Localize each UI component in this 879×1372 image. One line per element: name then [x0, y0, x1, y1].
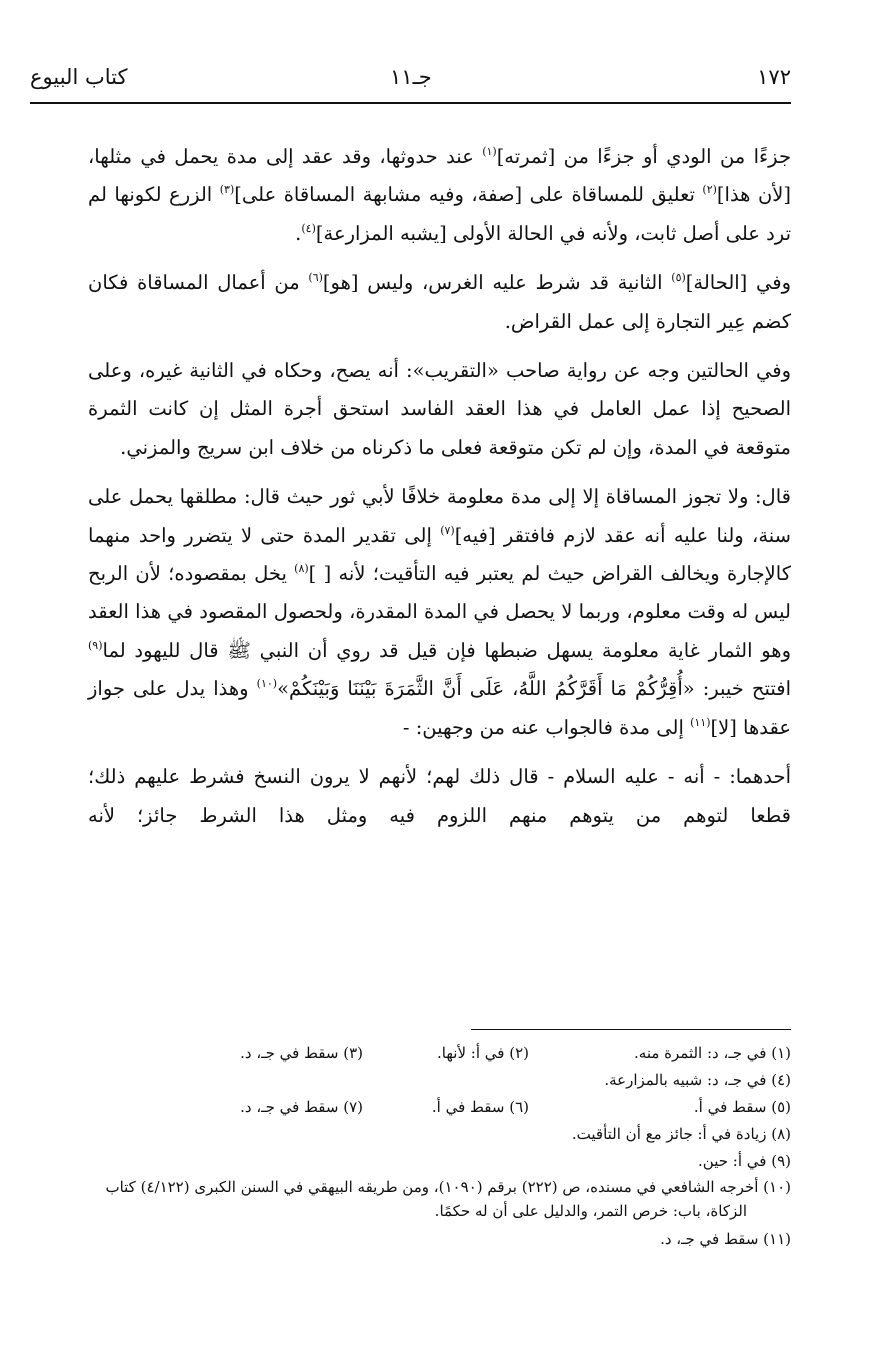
footnote-3: (٣) سقط في جـ، د.	[240, 1044, 363, 1062]
footnote-row	[88, 1148, 791, 1175]
footnote-7: (٧) سقط في جـ، د.	[240, 1098, 363, 1116]
footnote-ref: (٦)	[308, 270, 323, 284]
footnote-rule	[471, 1029, 791, 1030]
footnote-ref: (٥)	[671, 270, 686, 284]
footnote-6: (٦) سقط في أ.	[431, 1098, 529, 1116]
text-run: وفي [الحالة]	[685, 271, 791, 295]
text-run: الزرع لكونها لم ترد على أصل ثابت، ولأنه في الحالة الأولى [يشبه المزارعة]	[88, 183, 791, 245]
text-run: يخل بمقصوده؛ لأن الربح ليس له وقت معلوم، وربما لا يحصل في المدة المقدرة، ولحصول المقصود في هذا العقد وهو الثمار غاية معلومة يسهل ضبطها فإن قيل قد روي أن النبي ﷺ قال لليهود لما	[88, 562, 791, 662]
footnote-ref: (٩)	[88, 638, 103, 652]
book-title: كتاب البيوع	[30, 65, 128, 89]
text-run: تعليق للمساقاة على [صفة، وفيه مشابهة المساقاة على]	[234, 183, 703, 207]
footnote-ref: (٢)	[702, 183, 717, 197]
footnote-2: (٢) في أ: لأنها.	[437, 1044, 529, 1062]
paragraph-4	[88, 478, 791, 747]
paragraph-3	[88, 352, 791, 467]
text-run: افتتح خيبر: «أُقِرُّكُمْ مَا أَقَرَّكُمُ اللَّهُ، عَلَى أَنَّ الثَّمَرَةَ بَيْنَنَا وَبَيْنَكُمْ»	[277, 677, 791, 701]
footnote-11: (١١) سقط في جـ، د.	[660, 1230, 791, 1248]
footnote-row	[88, 1067, 791, 1094]
footnote-ref: (١٠)	[256, 677, 278, 691]
text-run: عند حدوثها، وقد عقد إلى مدة يحمل في مثلها، [لأن هذا]	[88, 145, 792, 207]
footnote-ref: (١١)	[690, 715, 711, 729]
text-run: أحدهما: - أنه - عليه السلام - قال ذلك لهم؛ لأنهم لا يرون النسخ فشرط عليهم ذلك؛ قطعا لتوهم من يتوهم منهم اللزوم فيه ومثل هذا الشرط جائز؛ لأنه	[88, 765, 791, 827]
footnote-row	[88, 1094, 791, 1121]
text-run: الثانية قد شرط عليه الغرس، وليس [هو]	[322, 271, 672, 295]
footnote-9: (٩) في أ: حين.	[698, 1152, 791, 1170]
paragraph-2	[88, 264, 791, 341]
footnote-8: (٨) زيادة في أ: جائز مع أن التأقيت.	[571, 1125, 791, 1143]
footnote-ref: (١)	[482, 144, 497, 158]
footnote-ref: (٨)	[294, 561, 309, 575]
text-run: وفي الحالتين وجه عن رواية صاحب «التقريب»: أنه يصح، وحكاه في الثانية غيره، وعلى الصحيح إذا عمل العامل في هذا العقد الفاسد استحق أجرة المثل إن كانت الثمرة متوقعة في المدة، وإن لم تكن متوقعة فعلى ما ذكرناه من خلاف ابن سريج والمزني.	[88, 359, 791, 459]
text-run: .	[295, 221, 302, 245]
footnote-ref: (٣)	[219, 183, 235, 197]
text-run: من أعمال المساقاة فكان كضم عِير التجارة إلى عمل القراض.	[88, 271, 791, 333]
page-number: ١٧٢	[757, 65, 791, 89]
page-header	[30, 62, 791, 102]
text-run: إلى مدة فالجواب عنه من وجهين: -	[402, 715, 691, 739]
paragraph-1	[88, 138, 791, 253]
main-text	[88, 138, 791, 846]
footnote-4: (٤) في جـ، د: شبيه بالمزارعة.	[604, 1071, 791, 1089]
text-run: إلى تقدير المدة حتى لا يتضرر واحد منهما كالإجارة ويخالف القراض حيث لم يعتبر فيه التأقيت؛ لأنه [ ]	[88, 523, 791, 586]
footnote-row	[88, 1226, 791, 1253]
footnote-ref: (٧)	[440, 523, 455, 537]
footnote-1: (١) في جـ، د: الثمرة منه.	[634, 1044, 791, 1062]
header-rule	[30, 102, 791, 104]
text-run: جزءًا من الودي أو جزءًا من [ثمرته]	[496, 145, 791, 168]
footnote-row	[88, 1040, 791, 1067]
text-run: قال: ولا تجوز المساقاة إلا إلى مدة معلومة خلافًا لأبي ثور حيث قال: مطلقها يحمل على سنة، ولنا عليه أنه عقد لازم فافتقر [فيه]	[88, 485, 791, 547]
footnote-5: (٥) سقط في أ.	[693, 1098, 791, 1116]
footnotes	[88, 1040, 791, 1253]
footnote-row	[88, 1121, 791, 1148]
paragraph-5	[88, 758, 791, 835]
volume-label: جـ١١	[390, 65, 432, 89]
footnote-10: (١٠) أخرجه الشافعي في مسنده، ص (٢٢٢) برقم (١٠٩٠)، ومن طريقه البيهقي في السنن الكبرى (٤/١٢٢) كتاب الزكاة، باب: خرص التمر، والدليل على أن له حكمًا.	[105, 1178, 791, 1220]
text-run: وهذا يدل على جواز عقدها [لا]	[88, 677, 791, 739]
footnote-ref: (٤)	[301, 221, 316, 235]
